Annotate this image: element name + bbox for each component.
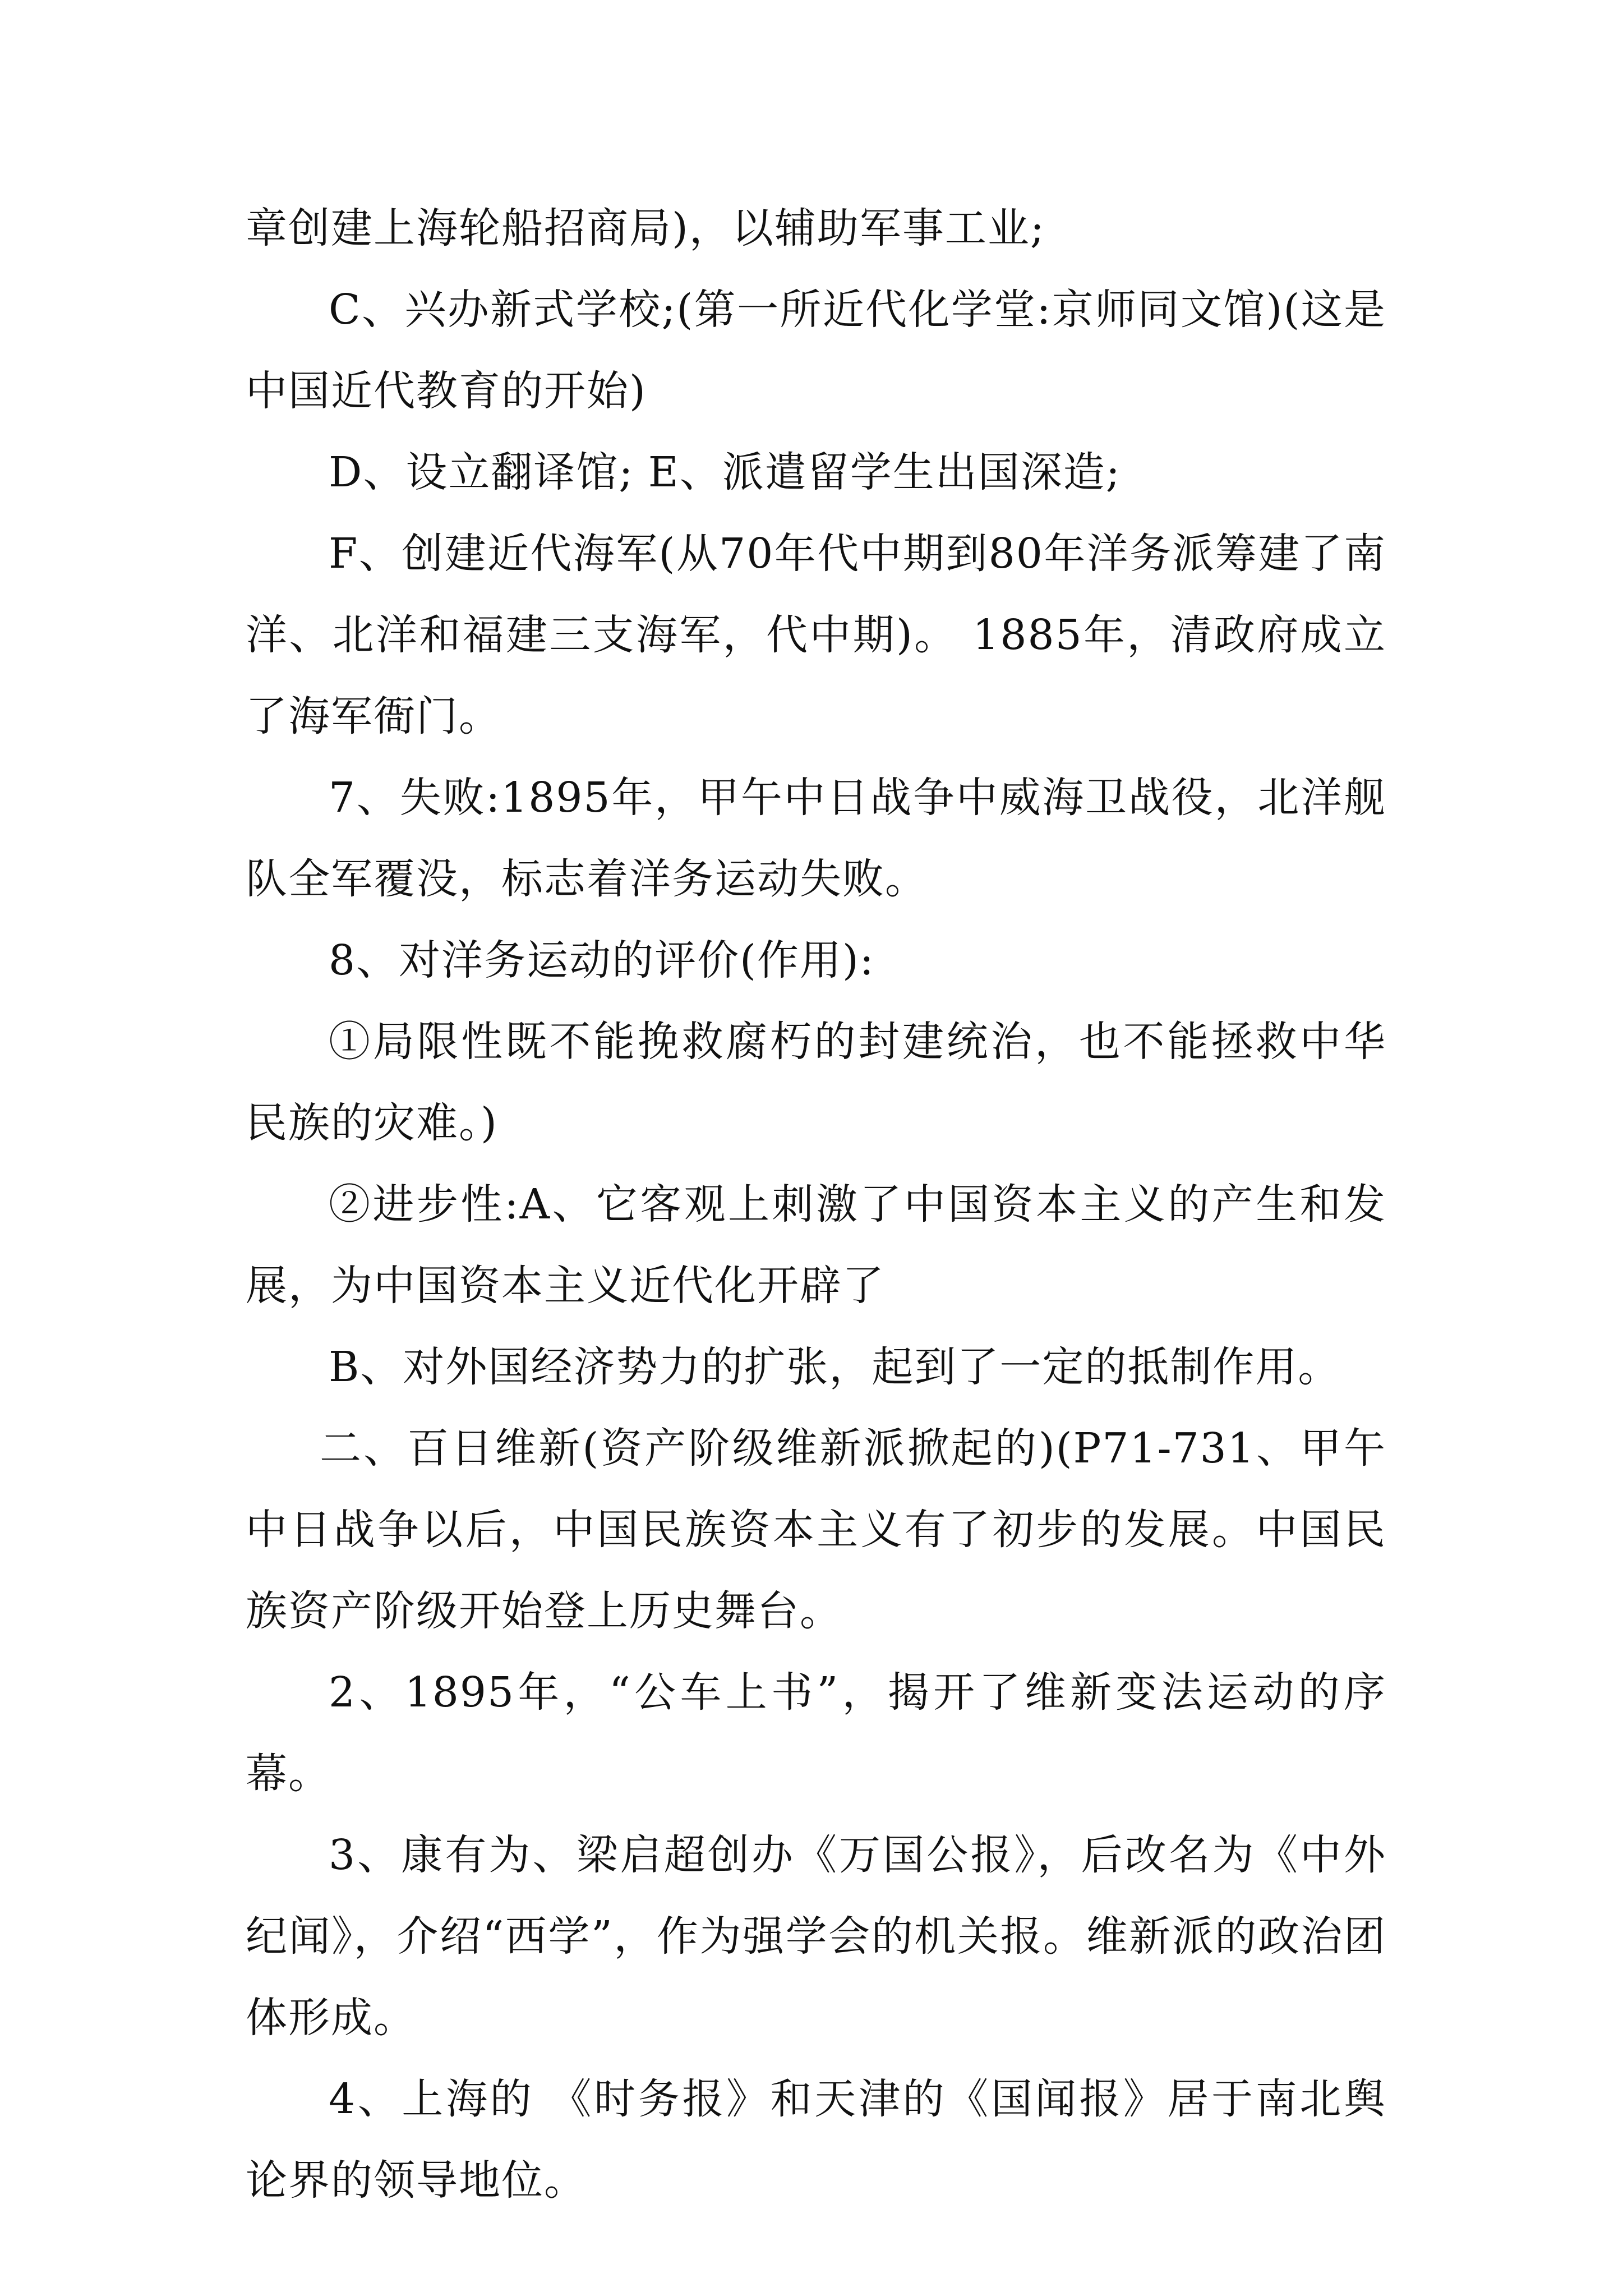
paragraph-13: 4、上海的 《时务报》和天津的《国闻报》居于南北舆论界的领导地位。: [246, 2075, 1386, 2205]
paragraph-2: C、兴办新式学校;(第一所近代化学堂:京师同文馆)(这是中国近代教育的开始): [246, 286, 1386, 415]
paragraph-10: 二、百日维新(资产阶级维新派掀起的)(P71-731、甲午中日战争以后，中国民族资本主义有了初步的发展。中国民族资产阶级开始登上历史舞台。: [246, 1424, 1386, 1635]
paragraph-8: ②进步性:A、它客观上刺激了中国资本主义的产生和发展，为中国资本主义近代化开辟了: [246, 1180, 1386, 1310]
paragraph-3: D、设立翻译馆; E、派遣留学生出国深造;: [329, 448, 1121, 496]
paragraph-9: B、对外国经济势力的扩张，起到了一定的抵制作用。: [329, 1343, 1341, 1391]
paragraph-6: 8、对洋务运动的评价(作用):: [329, 936, 875, 984]
paragraph-4: F、创建近代海军(从70年代中期到80年洋务派筹建了南洋、北洋和福建三支海军，代中期)。 1885年，清政府成立了海军衙门。: [246, 530, 1386, 740]
paragraph-1: 章创建上海轮船招商局)，以辅助军事工业;: [246, 204, 1045, 252]
document-body: [246, 188, 1386, 2221]
paragraph-12: 3、康有为、梁启超创办《万国公报》，后改名为《中外纪闻》，介绍“西学”，作为强学会的机关报。维新派的政治团体形成。: [246, 1831, 1386, 2042]
paragraph-7: ①局限性既不能挽救腐朽的封建统治，也不能拯救中华民族的灾难。): [246, 1018, 1386, 1147]
paragraph-11: 2、1895年，“公车上书”，揭开了维新变法运动的序幕。: [246, 1668, 1386, 1798]
paragraph-5: 7、失败:1895年，甲午中日战争中威海卫战役，北洋舰队全军覆没，标志着洋务运动失败。: [246, 774, 1386, 903]
